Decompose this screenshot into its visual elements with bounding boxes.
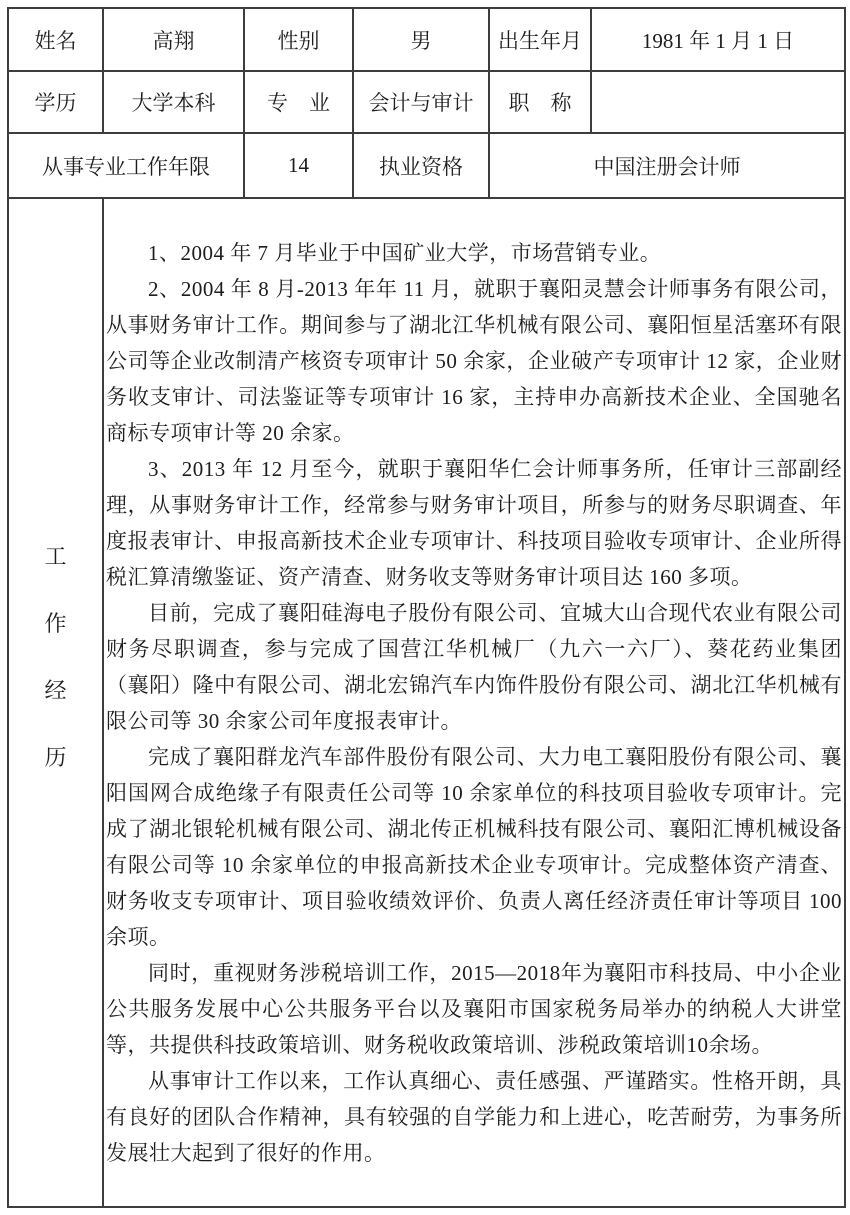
work-experience-label: 工作经历 bbox=[44, 543, 67, 770]
job-title-label: 职 称 bbox=[489, 71, 591, 133]
work-years-value: 14 bbox=[244, 133, 353, 198]
birth-date-label: 出生年月 bbox=[489, 8, 591, 71]
gender-value: 男 bbox=[353, 8, 489, 71]
work-experience-text bbox=[106, 235, 842, 1171]
work-experience-paragraph: 同时，重视财务涉税培训工作，2015—2018年为襄阳市科技局、中小企业公共服务发展中心公共服务平台以及襄阳市国家税务局举办的纳税人大讲堂等，共提供科技政策培训、财务税收政策培训、涉税政策培训10余场。 bbox=[106, 960, 842, 1057]
work-experience-label-cell bbox=[8, 198, 103, 1207]
work-experience-paragraph: 从事审计工作以来，工作认真细心、责任感强、严谨踏实。性格开朗，具有良好的团队合作精神，具有较强的自学能力和上进心，吃苦耐劳，为事务所发展壮大起到了很好的作用。 bbox=[106, 1068, 842, 1165]
work-years-label: 从事专业工作年限 bbox=[8, 133, 244, 198]
work-experience-paragraph: 1、2004 年 7 月毕业于中国矿业大学，市场营销专业。 bbox=[148, 240, 662, 265]
table-row bbox=[8, 71, 845, 133]
work-experience-paragraph: 完成了襄阳群龙汽车部件股份有限公司、大力电工襄阳股份有限公司、襄阳国网合成绝缘子有限责任公司等 10 余家单位的科技项目验收专项审计。完成了湖北银轮机械有限公司、湖北传正机械科技有限公司、襄阳汇博机械设备有限公司等 10 余家单位的申报高新技术企业专项审计。完成整体资产清查、财务收支专项审计、项目验收绩效评价、负责人离任经济责任审计等项目 100 余项。 bbox=[106, 744, 842, 949]
name-label: 姓名 bbox=[8, 8, 103, 71]
table-row bbox=[8, 133, 845, 198]
name-value: 高翔 bbox=[103, 8, 244, 71]
work-experience-paragraph: 2、2004 年 8 月-2013 年年 11 月，就职于襄阳灵慧会计师事务有限公司，从事财务审计工作。期间参与了湖北江华机械有限公司、襄阳恒星活塞环有限公司等企业改制清产核资专项审计 50 余家，企业破产专项审计 12 家，企业财务收支审计、司法鉴证等专项审计 16 家，主持申办高新技术企业、全国驰名商标专项审计等 20 余家。 bbox=[106, 276, 842, 445]
table-row bbox=[8, 198, 845, 1207]
qualification-label: 执业资格 bbox=[353, 133, 489, 198]
work-experience-paragraph: 目前，完成了襄阳硅海电子股份有限公司、宜城大山合现代农业有限公司财务尽职调查，参与完成了国营江华机械厂（九六一六厂）、葵花药业集团（襄阳）隆中有限公司、湖北宏锦汽车内饰件股份有限公司、湖北江华机械有限公司等 30 余家公司年度报表审计。 bbox=[106, 600, 842, 733]
work-experience-paragraph: 3、2013 年 12 月至今，就职于襄阳华仁会计师事务所，任审计三部副经理，从事财务审计工作，经常参与财务审计项目，所参与的财务尽职调查、年度报表审计、申报高新技术企业专项审计、科技项目验收专项审计、企业所得税汇算清缴鉴证、资产清查、财务收支等财务审计项目达 160 多项。 bbox=[106, 456, 842, 589]
work-experience-content-cell bbox=[103, 198, 845, 1207]
major-value: 会计与审计 bbox=[353, 71, 489, 133]
qualification-value: 中国注册会计师 bbox=[489, 133, 845, 198]
major-label: 专 业 bbox=[244, 71, 353, 133]
job-title-value bbox=[591, 71, 845, 133]
table-row bbox=[8, 8, 845, 71]
education-value: 大学本科 bbox=[103, 71, 244, 133]
birth-date-value: 1981 年 1 月 1 日 bbox=[591, 8, 845, 71]
resume-table bbox=[7, 7, 846, 1208]
education-label: 学历 bbox=[8, 71, 103, 133]
gender-label: 性别 bbox=[244, 8, 353, 71]
